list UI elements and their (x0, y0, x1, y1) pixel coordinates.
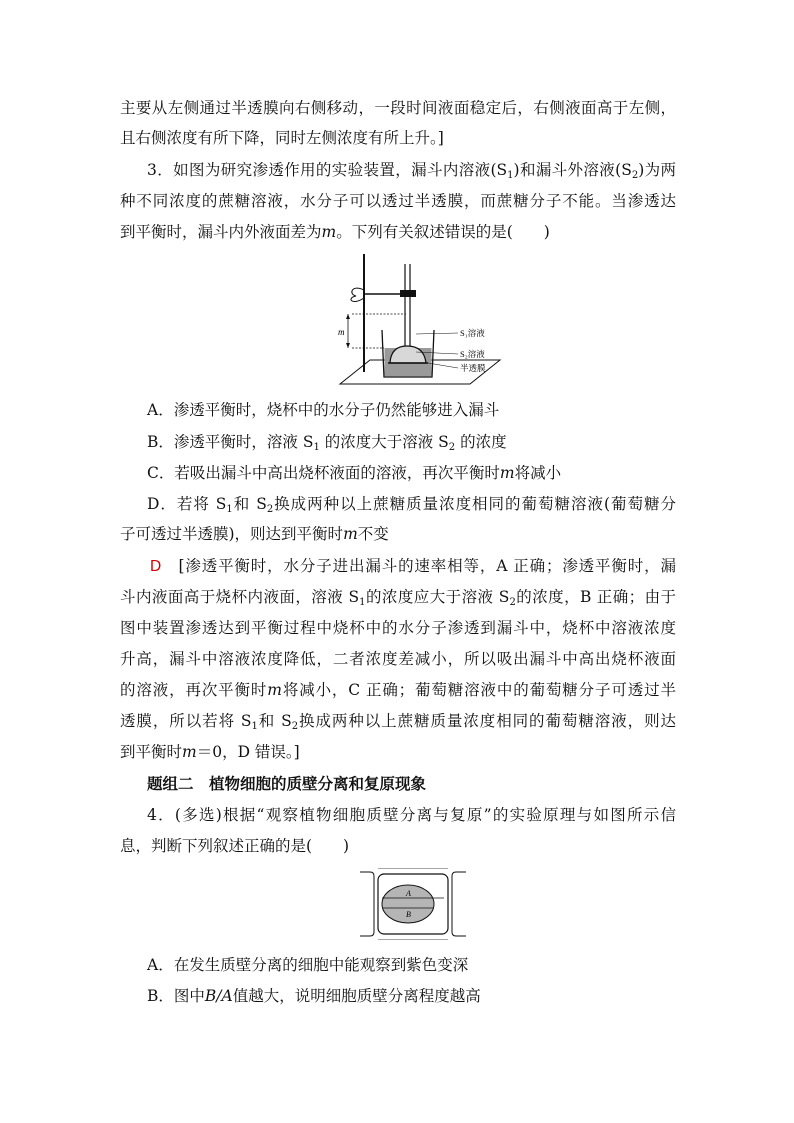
text-span: 透膜，所以若将 S (120, 712, 252, 730)
text-span: 的浓度应大于溶液 S (365, 588, 510, 606)
explanation-line-2 (120, 585, 676, 609)
label-s1-solution: S₁溶液 (460, 328, 485, 338)
question-3-line-1 (147, 158, 676, 182)
text-span: 不变 (357, 525, 389, 543)
section-heading: 题组二 植物细胞的质壁分离和复原现象 (147, 774, 427, 793)
explanation-line-5 (120, 678, 676, 702)
subscript: 2 (448, 442, 456, 453)
text-span: D．若将 S (147, 495, 227, 513)
option-a: A．渗透平衡时，烧杯中的水分子仍然能够进入漏斗 (147, 401, 500, 419)
label-s2-solution: S₂溶液 (460, 349, 485, 359)
label-semipermeable-membrane: 半透膜 (460, 363, 486, 373)
text-span: 3．如图为研究渗透作用的实验装置，漏斗内溶液(S (147, 161, 508, 179)
clamp-screw (351, 288, 364, 301)
text-line: 主要从左侧通过半透膜向右侧移动，一段时间液面稳定后，右侧液面高于左侧， (120, 99, 676, 117)
text-span: 和 S (232, 495, 267, 513)
text-span: 的浓度，B 正确；由于 (515, 588, 677, 606)
option-c (147, 461, 676, 485)
text-span: 到平衡时，漏斗内外液面差为 (120, 223, 322, 241)
text-span: 斗内液面高于烧杯内液面，溶液 S (120, 588, 360, 606)
subscript: 1 (251, 721, 258, 732)
question-4-line-1: 4．(多选)根据“观察植物细胞质壁分离与复原”的实验原理与如图所示信 (147, 806, 676, 824)
text-span: 。下列有关叙述错误的是( ) (336, 223, 550, 241)
variable-m: m (182, 743, 197, 761)
text-span: 的浓度大于溶液 S (319, 433, 449, 451)
subscript: 2 (631, 170, 639, 181)
explanation-line-3: 图中装置渗透达到平衡过程中烧杯中的水分子渗透到漏斗中，烧杯中溶液浓度 (120, 619, 676, 637)
explanation-line-1 (150, 554, 676, 578)
subscript: 1 (226, 504, 233, 515)
text-span: [渗透平衡时，水分子进出漏斗的速率相等，A 正确；渗透平衡时，漏 (178, 557, 676, 575)
variable-m: m (321, 223, 337, 241)
text-span: 将减小，C 正确；葡萄糖溶液中的葡萄糖分子可透过半 (281, 681, 676, 699)
explanation-line-6 (120, 709, 676, 733)
text-span: )为两 (638, 161, 676, 179)
label-m: m (338, 327, 345, 337)
text-span: C．若吸出漏斗中高出烧杯液面的溶液，再次平衡时 (147, 464, 500, 482)
subscript: 1 (359, 597, 366, 608)
text-span: 换成两种以上蔗糖质量浓度相同的葡萄糖溶液，则达 (298, 712, 676, 730)
subscript: 1 (313, 442, 320, 453)
label-a: A (406, 889, 411, 898)
question-3-line-3 (120, 220, 676, 244)
text-span: B．渗透平衡时，溶液 S (147, 433, 314, 451)
explanation-line-7 (120, 740, 676, 764)
text-span: )和漏斗外溶液(S (513, 161, 632, 179)
text-span: ＝0，D 错误。] (196, 743, 300, 761)
question-4-option-b (147, 984, 676, 1008)
text-span: 的浓度 (455, 433, 507, 451)
text-span: 值越大，说明细胞质壁分离程度越高 (232, 987, 481, 1005)
subscript: 2 (291, 721, 299, 732)
option-d-line-1 (147, 492, 676, 516)
option-b (147, 430, 676, 454)
plant-cell-figure (360, 868, 466, 940)
subscript: 2 (266, 504, 274, 515)
subscript: 1 (507, 170, 514, 181)
text-span: 将减小 (514, 464, 562, 482)
question-4-option-a: A．在发生质壁分离的细胞中能观察到紫色变深 (147, 956, 469, 974)
question-3-line-2: 种不同浓度的蔗糖溶液，水分子可以透过半透膜，而蔗糖分子不能。当渗透达 (120, 192, 676, 210)
variable-m: m (267, 681, 282, 699)
text-span: 和 S (257, 712, 292, 730)
text-span: 的溶液，再次平衡时 (120, 681, 268, 699)
answer-letter: D (150, 558, 162, 575)
osmosis-apparatus-figure (330, 250, 510, 390)
text-line: 且右侧浓度有所下降，同时左侧浓度有所上升。] (120, 129, 444, 147)
text-span: 换成两种以上蔗糖质量浓度相同的葡萄糖溶液(葡萄糖分 (273, 495, 676, 513)
explanation-line-4: 升高，漏斗中溶液浓度降低，二者浓度差减小，所以吸出漏斗中高出烧杯液面 (120, 650, 676, 668)
subscript: 2 (509, 597, 516, 608)
text-span: 到平衡时 (120, 743, 183, 761)
text-span: 子可透过半透膜)，则达到平衡时 (120, 525, 344, 543)
text-span: B．图中 (147, 987, 205, 1005)
question-4-line-2: 息，判断下列叙述正确的是( ) (120, 837, 350, 855)
option-d-line-2 (120, 522, 676, 546)
variable-m: m (343, 525, 358, 543)
clamp-block (400, 290, 416, 297)
variable-m: m (499, 464, 515, 482)
label-b: B (406, 910, 411, 919)
ratio-variable: B/A (204, 987, 233, 1005)
